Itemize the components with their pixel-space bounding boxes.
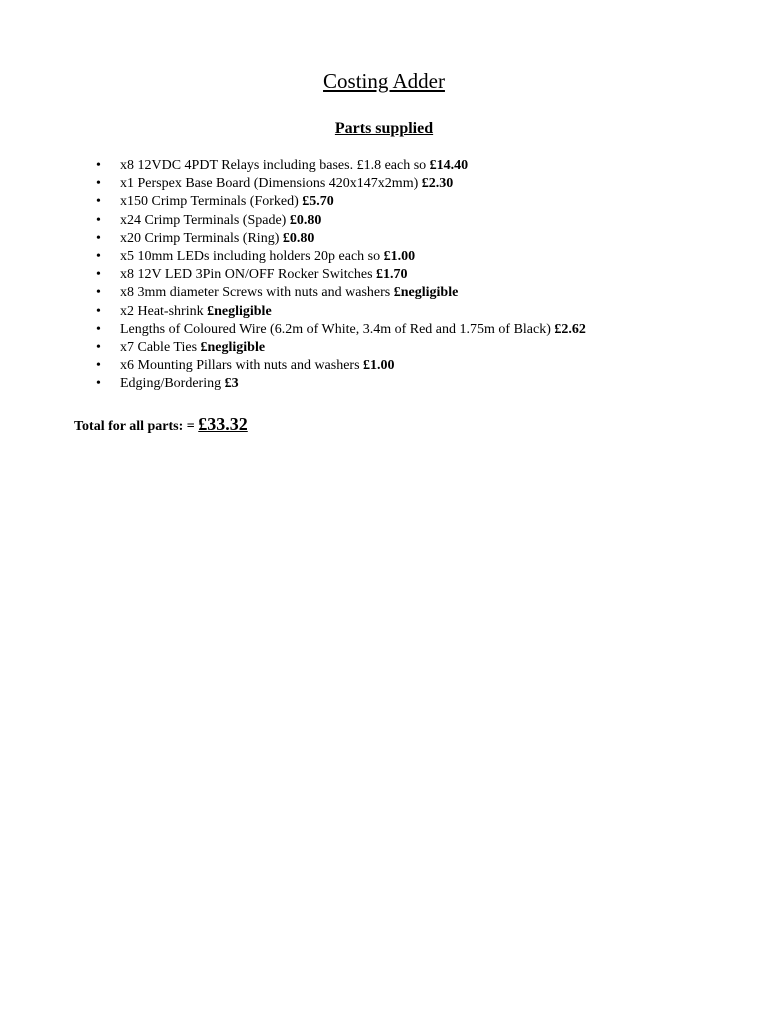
item-text (120, 212, 321, 230)
item-description: x24 Crimp Terminals (Spade) (120, 212, 290, 228)
list-item (96, 303, 736, 321)
item-description: x5 10mm LEDs including holders 20p each so (120, 248, 384, 264)
item-text (120, 193, 334, 211)
bullet-icon: • (96, 158, 101, 173)
item-price: £2.62 (554, 321, 586, 337)
item-description: x8 12V LED 3Pin ON/OFF Rocker Switches (120, 267, 377, 283)
item-price: £2.30 (421, 176, 454, 192)
item-price: £0.80 (282, 230, 315, 246)
item-description: x8 3mm diameter Screws with nuts and washers (120, 285, 394, 301)
item-text (120, 157, 468, 175)
list-item (96, 248, 736, 266)
list-item (96, 266, 736, 284)
page-title: Costing Adder (323, 69, 445, 93)
list-item (96, 193, 736, 211)
list-item (96, 339, 736, 357)
item-description: Lengths of Coloured Wire (6.2m of White, 3.4m of Red and 1.75m of Black) (120, 321, 555, 337)
item-price: £1.70 (376, 267, 408, 283)
bullet-icon: • (96, 212, 101, 228)
item-price: £0.80 (289, 212, 322, 228)
list-item (96, 175, 736, 193)
total-label: Total for all parts: = (74, 419, 199, 434)
item-price: £3 (224, 376, 239, 392)
item-description: Edging/Bordering (120, 376, 225, 392)
item-text (120, 175, 453, 193)
item-text (120, 357, 395, 375)
bullet-icon: • (96, 230, 101, 246)
item-price: £negligible (207, 303, 272, 319)
item-text (120, 303, 272, 321)
list-item (96, 230, 736, 248)
item-price: £1.00 (383, 248, 416, 264)
item-text (120, 230, 314, 248)
bullet-icon: • (96, 176, 101, 192)
item-price: £5.70 (302, 194, 334, 210)
list-item (96, 157, 736, 175)
item-description: x8 12VDC 4PDT Relays including bases. £1.8 each so (120, 158, 430, 173)
bullet-icon: • (96, 303, 101, 319)
item-description: x7 Cable Ties (120, 339, 201, 355)
list-item (96, 284, 736, 302)
bullet-icon: • (96, 248, 101, 264)
list-item (96, 357, 736, 375)
item-text (120, 321, 586, 339)
bullet-icon: • (96, 194, 101, 210)
list-item (96, 212, 736, 230)
section-heading: Parts supplied (334, 120, 434, 137)
item-text (120, 284, 458, 302)
list-item (96, 321, 736, 339)
item-price: £negligible (393, 285, 459, 301)
item-price: £1.00 (363, 358, 395, 374)
bullet-icon: • (96, 339, 101, 355)
bullet-icon: • (96, 376, 101, 392)
bullet-icon: • (96, 267, 101, 283)
item-description: x150 Crimp Terminals (Forked) (120, 194, 303, 210)
item-text (120, 339, 265, 357)
bullet-icon: • (96, 321, 101, 337)
item-text (120, 375, 239, 393)
item-text (120, 266, 408, 284)
item-price: £negligible (200, 339, 266, 355)
item-description: x2 Heat-shrink (120, 303, 208, 319)
total-line (74, 412, 248, 439)
parts-list (96, 157, 736, 393)
bullet-icon: • (96, 285, 101, 301)
item-description: x1 Perspex Base Board (Dimensions 420x147x2mm) (120, 176, 422, 192)
item-price: £14.40 (429, 158, 469, 173)
item-description: x20 Crimp Terminals (Ring) (120, 230, 283, 246)
list-item (96, 375, 736, 393)
item-description: x6 Mounting Pillars with nuts and washers (120, 358, 364, 374)
bullet-icon: • (96, 358, 101, 374)
total-amount: £33.32 (198, 414, 248, 434)
item-text (120, 248, 415, 266)
